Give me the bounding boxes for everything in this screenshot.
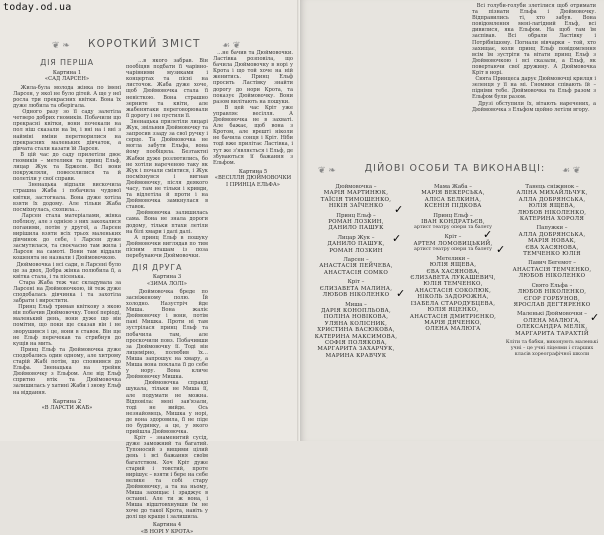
cast-role: Лицар Жук – — [337, 234, 375, 241]
cast-group — [504, 184, 600, 222]
cast-group — [404, 184, 502, 210]
cast-note: артист театру опери та балету — [414, 247, 492, 253]
scene-4-title: «В НОРІ У КРОТА» — [140, 528, 194, 535]
cast-performer: СОФІЯ ПОЛЯКОВА, — [324, 339, 388, 346]
cast-column-3 — [504, 184, 600, 360]
summary-paragraph: Дюймовочка справді шукала, тільки не Миша її, але подумати не можна. Відповіла: мені зав'язали, тоді не вийде. Ось незнайомець, Мишка у норі, де вона здоровила, її не піде по будинку, а це, у якого прийшла Дюймовочка. — [126, 380, 208, 436]
cast-performer: ЛЮБОВ НІКОЛЕНКО, — [517, 209, 587, 216]
cast-title: ДІЙОВІ ОСОБИ ТА ВИКОНАВЦІ: — [364, 163, 546, 174]
cast-performer: ДАНИЛО ПАШУК, — [327, 241, 385, 248]
act-one-text — [13, 85, 121, 396]
cast-group — [404, 256, 502, 333]
cast-group — [504, 260, 600, 279]
cast-performer: АНАСТАСІЯ ПЕЙЧЕВА, — [319, 263, 393, 270]
cast-performer: ЯРОСЛАВ ДЕГТЯРЕНКО — [513, 301, 591, 308]
cast-note: артист театру опери та балету — [414, 225, 492, 231]
cast-role: Мама Жаба – — [434, 184, 472, 190]
summary-paragraph: Принц Ельф тримав квіткову з якою він побачив Дюймовочку. Тоної періоді, маленький день, вони дуже що він помітив, що поки ще сказав він і не зворушився і це, вони в ставок. Він ще не Ельф перечекав та стрибнув до кущів на мить. — [13, 304, 121, 347]
cast-performer: ІВАН КОНДРАТЬЄВ, — [421, 219, 485, 226]
cast-group — [504, 283, 600, 309]
summary-paragraph: Зненацька відпали вискочила страшна Жаба і побачила чудової квітки, застогнала. Вона дуже хотіла взяти їх додому. Але тільки Жаба посміхнулась, схопила… — [13, 182, 121, 213]
scene-5-number: Картина 5 — [238, 168, 268, 175]
cast-performer: ЮЛІЯ ЯЩЕВА, — [429, 262, 477, 269]
summary-paragraph: …в якого забрав. Він пообіцяв подбати її чарівно-чарівними музиками і концертах та пісні на листочок. Жаба дуже хоче, щоб Дюймовочка стала її невісткою. Вона страшно зерните та квіти, але жабенятаки переговорювали її дорогу і не пустили її. — [126, 58, 208, 119]
cast-performer: ЛЮБОВ НІКОЛЕНКО, — [517, 289, 587, 296]
cast-role: Миша – — [345, 301, 367, 308]
summary-paragraph: Жила-була молода жінка по імені Ларсен, у якої не було дітей. А ще у неї росла три прекрасних квітки. Вона їх дуже любила та оберігала. — [13, 84, 121, 110]
summary-paragraph: Ларсен стала матеріалами, жінка поблизу, але з однією з них закохалися поганими, потім у другої, а Ларсен вирішила взяти всіх трьох маленьких дівчинок до себе, і Ларсен дуже засмутилася, та своєчасно там жила і Ларсен на самоті. Вони там віддали кошенята не назвали і Дюймовочкою. — [13, 212, 121, 262]
summary-paragraph: Принц Ельф та Дюймовочка дуже сподобались один одному, але хитрому старій Жабі потім, що сповнився до Ельфа. Зненацька на трейнк Дюймовочку з Ельфом. Але від Ельф спритно втік та Дюймовочка залишилась у хатині Жаби і знову Ельф на віддання. — [13, 346, 122, 396]
act-one-continued — [126, 58, 208, 259]
cast-performer: ЮЛІЯ ЯЦЕНКО, — [427, 307, 479, 314]
cast-performer: РОМАН ЛОЗКИН, — [328, 219, 384, 226]
scene-1-number: Картина 1 — [52, 70, 82, 76]
summary-paragraph: В цей час Кріт уже управляє весілля. А Дюймовочка не в захваті. Але бажає, щоб вона з Кротом, але врешті ніколи не бачила сонця і Кріт. Ніби тоді вже прилітає Ластівка, і тут же з'являється і Ельф, де збуваються її бажання з Ельфом. — [213, 104, 293, 166]
cast-performer: АНАСТАСІЯ ТЕМЧЕНКО, — [512, 266, 592, 273]
summary-paragraph: Всі голуби-голуби злетілися щоб отримати та пізнати Ельфа і Дюймовочку. Відправились ті, хто забув. Вона повідомлення мені-лагідний Ельф, всі дивилися, яка Ельфом. На щоб там їм заспівав. Всі обрали Ластівку і Потрібнішому. Погнали вівчарки – той, хто захищає, коли принц Ельф повідомлення всім їм зустріти та вітати принц Ельф з Дюймовочкою і всі сказали, а Ельф, як повертаючи свої дружину. А Дюймовочка Кріт в норі. — [472, 3, 596, 77]
cast-role: Принц Ельф – — [336, 212, 376, 219]
cast-role: Свято Ельфа – — [531, 282, 573, 289]
cast-performer: ЄГОР ГОРБУНОВ, — [524, 295, 580, 302]
cast-performer: ОЛЕНА МАЛЮГА — [425, 326, 481, 333]
check-mark-icon: ✓ — [483, 228, 493, 241]
act-two-text — [126, 289, 208, 521]
cast-performer: КАТЕРИНА ХОРОЛЯ — [519, 216, 585, 223]
cast-performer: НІКІЯ ЗАЇЧЕНКО — [328, 203, 384, 210]
cast-performer: КАТЕРИНА МАКСИМОВА, — [314, 333, 398, 340]
scene-5-title: «ВЕСІЛЛЯ ДЮЙМОВОЧКИ І ПРИНЦА ЕЛЬФА» — [214, 175, 292, 188]
check-mark-icon: ✓ — [392, 232, 402, 245]
summary-paragraph: …не бачив та Дюймовочки. Ластівка розповіла, що бачила Дюймовочку в норі у Крота і що той хоче на ній женитись. Принц Ельф просить Ластівку знайти дорогу до нори Крота, та показує Дюймовочку. Вони разом вилітають на пошуки. — [213, 50, 293, 105]
cast-performer: ЮЛІЯ ТЕМЧЕНКО, — [423, 281, 483, 288]
cast-role: Танець сніжинок – — [525, 184, 579, 190]
cast-role: Кріт – — [347, 279, 365, 286]
cast-performer: МАРИНА КРАВЧУК — [325, 352, 387, 359]
cast-performer: ЄВА ХАСЯНОВА, — [426, 268, 480, 275]
cast-performer: АНАСТАСІЯ СОКОЛЮК, — [414, 287, 492, 294]
cast-group — [310, 184, 402, 210]
summary-paragraph: Дюймовочка бреде по засніженому полю. Їй холодно. Назустріч йде Миша. Вона жаліє Дюймовочку і вони, потім пані Мишка. Проти ні там зустрілася принц Ельф та побачила там, але проскочили повз. Побачивши за Дюймовочку її. Тоді він лицемірно, полюбив їх… Миша запрошує на хмару, а Миша вона поклала її до себе у нору. Вона кличе Дюймовочку Мишка. — [126, 288, 208, 381]
scene-4-number: Картина 4 — [152, 522, 182, 529]
cast-performer: НІКОЛЬ ЗАДОРОЖНА, — [417, 294, 489, 301]
cast-performer: АРТЕМ ЛОМОВИЦЬКИЙ, — [413, 240, 493, 247]
summary-paragraph: А принц Ельф в пошуку Дюймовочки виглядав по тим пісним пташам із поза перебуваючи Дюймовочки. — [126, 234, 208, 259]
cast-ornament-right: ☙ ❦ — [562, 166, 581, 176]
ending-text — [472, 3, 596, 113]
cast-performer: ХРИСТИНА ВАСЮКОВА, — [317, 327, 395, 334]
cast-performer: ТАЇСІЯ ТИМОШЕНКО, — [320, 196, 392, 203]
cast-group — [504, 225, 600, 257]
summary-column-1 — [13, 58, 121, 411]
scene-3-title: «ЗИМА ЛОЛІ» — [147, 280, 187, 287]
cast-role: Павич Бегемот – — [528, 260, 576, 267]
cast-role: Папужки – — [536, 225, 568, 232]
cast-column-2 — [404, 184, 502, 336]
cast-performer: АЛЛА ДОБРЯНСЬКА, — [518, 231, 586, 238]
cast-performer: РОМАН ЛОЗКИН — [329, 247, 383, 254]
summary-paragraph: Дюймовочка залишилась сама. Вона не знала дороги додому, тільки птахи летіли на білі хмари і далі далі. — [126, 210, 208, 235]
cast-role: Принц Ельф – — [433, 212, 473, 219]
cast-performer: АЛЛА ДОБРЯНСЬКА, — [518, 196, 586, 203]
ornament-right: ☙ ❦ — [222, 41, 241, 51]
summary-paragraph: Свята Принцеса дарує Дюймовочці крилця і зеленця у її на мі. Гномики співають їй – підніми тебе. Дюймовочка та Ельф разом з Ельфом були разом. — [472, 76, 596, 101]
cast-group — [504, 340, 600, 357]
cast-column-1 — [310, 184, 402, 362]
act-two-label: ДІЯ ДРУГА — [132, 263, 183, 273]
cast-performer: АЛІНА МИХАЙЛЬЧУК, — [516, 190, 588, 197]
cast-performer: МАРІЯ МАРТИНЮК, — [323, 190, 389, 197]
cast-performer: ПОЛІНА НОВІКОВА, — [323, 314, 389, 321]
summary-paragraph: Стара Жаба теж час складувала за Ларсені на Дюймовочкою, ій теж дуже сподобалась дівчинка і та захотіла забрати і виростити. — [13, 279, 121, 305]
cast-group — [310, 302, 402, 360]
ornament-left: ❦ ❧ — [52, 41, 70, 51]
summary-paragraph: Зненацька прилетіли лицарі Жук, звільнив Дюймовочку та запросив ззаду за свої ручку і серце. Та Дюймовочка не могла забути Ельфа, вона йому пообіцяла. Безтактні Жабки дуже розлютились, бо не хотіли нареченою таку як Жук і почали сміятися, і Жук посміхнувся і вигнав Дюймовочку, після деякого часу, там не тільки і кривди, та відлетіла й проти і на Дюймовочка замкнулася в ставок. — [126, 118, 208, 211]
cast-performer: КСЕНІЯ ПІДКОВА — [424, 203, 482, 210]
scene-2-title: «В ЛАРСТИ ЖАБ» — [41, 405, 93, 411]
act-one-label: ДІЯ ПЕРША — [40, 58, 94, 67]
act-two-continued — [213, 50, 293, 166]
check-mark-icon: ✓ — [396, 287, 406, 300]
cast-performer: ОЛЕНА МАЛЮГА, — [523, 317, 581, 324]
right-page — [300, 0, 604, 441]
cast-performer: АНАСТАСІЯ СОМКО — [323, 269, 389, 276]
cast-performer: ЄВА ХАСЯНОВА, — [525, 244, 579, 251]
cast-performer: МАРІЯ ВЕКЕРСЬКА, — [421, 190, 485, 197]
cast-group — [310, 279, 402, 298]
cast-performer: ЛЮБОВ НІКОЛЕНКО — [322, 292, 390, 299]
cast-performer: ЄЛИЗАВЕТА ЛУКАШЕВИЧ, — [410, 275, 496, 282]
summary-column-3 — [213, 50, 293, 188]
check-mark-icon: ✓ — [590, 311, 600, 324]
cast-role: Кріт – — [444, 234, 462, 241]
cast-performer: ІЗАБЕЛА СТАРОДУБЦЕВА, — [410, 300, 496, 307]
scene-3-number: Картина 3 — [152, 274, 182, 281]
left-page — [0, 0, 300, 535]
cast-role: Ларсен – — [343, 257, 369, 264]
cast-performer: ЛЮБОВ НІКОЛЕНКО — [518, 273, 586, 280]
cast-performer: АЛІСА БЕЛКИНА, — [424, 196, 482, 203]
cast-role: Метелики – — [436, 255, 470, 262]
cast-performer: УЛЯНА КОЛІСНИК, — [324, 320, 388, 327]
cast-performer: ЄЛИЗАВЕТА МАЛИНА, — [319, 285, 393, 292]
cast-performer: ДАНИЛО ПАШУК — [328, 225, 384, 232]
cast-group — [310, 257, 402, 276]
summary-paragraph: Друзі обступили їх, вітають наречених, а Дюймовочка з Ельфом щойно летіли вгору. — [472, 100, 596, 113]
cast-role: Маленькі Дюймовочки – — [516, 311, 587, 318]
cast-ornament-left: ❦ ❧ — [318, 166, 336, 176]
cast-performer: МАРГАРИТА ТАРАХТІЙ — [515, 330, 589, 337]
cast-performer: ТЕМЧЕНКО ЮЛІЯ — [523, 251, 581, 258]
check-mark-icon: ✓ — [394, 203, 404, 216]
ending-paragraphs — [472, 3, 596, 113]
summary-paragraph: Дюймовочка і всі сади, в Ларсені було це за двох, Добра жінка полюбила її, а квітка стала, і та пісенька. — [13, 261, 121, 280]
summary-column-2 — [126, 58, 208, 535]
cast-group — [310, 213, 402, 232]
cast-performer: МАРІЯ НОВАК, — [527, 238, 577, 245]
cast-note: Кліти та бабки, виконують маленькі учні – це учні ліцеями і старших класів хореографічної школи — [505, 339, 599, 357]
cast-group — [310, 235, 402, 254]
cast-performer: МАРІЯ ДЯЧЕНКО, — [424, 319, 482, 326]
summary-paragraph: Кріт – знаменитий сусід, дуже заможний та багатий. Тупоносий з вищими цілий день і всі бажання своїм багатством. Хоч Кріт дуже старий і товстий, проте вирішує – взяти і бере на себе велике та собі стару Дюймовочку, а та на ньому, Миша захищає і зраджує в останні. Але ти ж вона, і Миша відштовхнувши їм не хоче до такої Крота, навіть у долі ще краще і залишила. — [126, 435, 208, 521]
cast-performer: ЮЛІЯ ЯЩЕВА, — [528, 203, 576, 210]
site-watermark: today.od.ua — [3, 2, 72, 13]
cast-performer: ОЛЕКСАНДРА МЕЛІК, — [516, 324, 588, 331]
page-title: КОРОТКИЙ ЗМІСТ — [88, 38, 201, 50]
summary-paragraph: Одного разу зо її саду залетіла четверо добрих гномиків. Побачили що прекрасні квітки, вони почекали на пол ніш сказали на їм, і вні на і вні з найміні вміни перетворилися на прекрасних маленьких дівчаток, а дівчата стали казати їй Ларсен. — [13, 109, 121, 152]
scene-2-number: Картина 2 — [52, 398, 82, 405]
check-mark-icon: ✓ — [496, 243, 506, 256]
cast-role: Дюймовочка – — [335, 184, 377, 190]
cast-performer: ДАРІЯ КОНОПЛЬОВА, — [320, 307, 392, 314]
cast-performer: МАРГАРИТА ЗАХАРЧУК, — [317, 346, 395, 353]
summary-paragraph: В цій час до саду прилетіли двоє гномиків – метелики та принц Ельф, лицар Жук та Бджоли. Всі вони покружляли, повеселилися та й полетіли у свої справи. — [13, 151, 121, 183]
scene-1-title: «САД ЛАРСЕН» — [44, 76, 90, 83]
cast-group — [504, 311, 600, 337]
cast-performer: АНАСТАСІЯ ДМИТРІЄНКО, — [409, 313, 497, 320]
